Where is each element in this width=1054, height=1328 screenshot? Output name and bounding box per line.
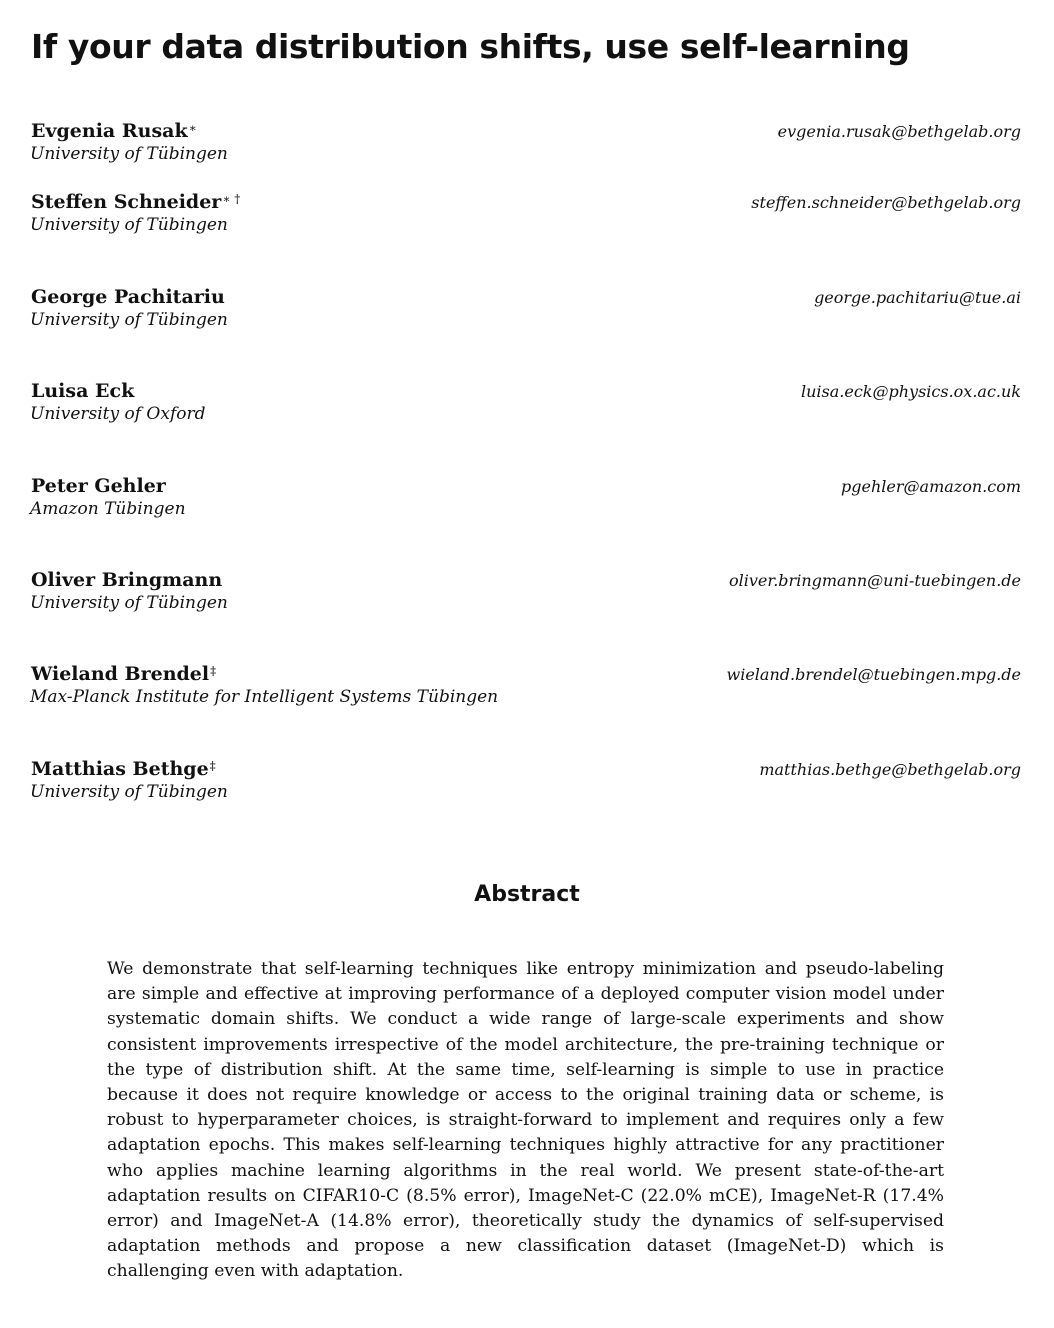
author-name: Steffen Schneider∗ † bbox=[31, 191, 241, 213]
author-block bbox=[31, 379, 1021, 431]
author-email[interactable]: matthias.bethge@bethgelab.org bbox=[759, 760, 1021, 779]
author-name: George Pachitariu bbox=[31, 286, 225, 308]
author-affiliation: University of Oxford bbox=[30, 404, 206, 424]
author-footnote-marks: ‡ bbox=[210, 664, 217, 678]
author-affiliation: University of Tübingen bbox=[30, 144, 228, 164]
author-name: Luisa Eck bbox=[31, 380, 135, 402]
author-footnote-marks: ‡ bbox=[209, 759, 216, 773]
author-affiliation: University of Tübingen bbox=[30, 593, 228, 613]
author-email[interactable]: oliver.bringmann@uni-tuebingen.de bbox=[728, 571, 1021, 590]
paper-title: If your data distribution shifts, use self-learning bbox=[31, 27, 910, 66]
abstract-heading: Abstract bbox=[474, 882, 580, 907]
author-affiliation: Max-Planck Institute for Intelligent Systems Tübingen bbox=[30, 687, 499, 707]
author-email[interactable]: luisa.eck@physics.ox.ac.uk bbox=[801, 382, 1021, 401]
author-affiliation: University of Tübingen bbox=[30, 215, 228, 235]
author-footnote-marks: ∗ † bbox=[222, 192, 241, 206]
author-block bbox=[31, 662, 1021, 714]
author-name: Evgenia Rusak∗ bbox=[31, 120, 197, 142]
author-name: Wieland Brendel‡ bbox=[31, 663, 217, 685]
author-block bbox=[31, 474, 1021, 526]
author-email[interactable]: pgehler@amazon.com bbox=[841, 477, 1021, 496]
author-email[interactable]: wieland.brendel@tuebingen.mpg.de bbox=[726, 665, 1021, 684]
author-email[interactable]: evgenia.rusak@bethgelab.org bbox=[777, 122, 1021, 141]
author-block bbox=[31, 190, 1021, 242]
author-block bbox=[31, 285, 1021, 337]
author-affiliation: Amazon Tübingen bbox=[30, 499, 186, 519]
author-name: Matthias Bethge‡ bbox=[31, 758, 216, 780]
author-affiliation: University of Tübingen bbox=[30, 310, 228, 330]
author-email[interactable]: steffen.schneider@bethgelab.org bbox=[751, 193, 1021, 212]
author-footnote-marks: ∗ bbox=[188, 121, 197, 135]
abstract-body: We demonstrate that self-learning techniques like entropy minimization and pseudo-labeling are simple and effective at improving performance of a deployed computer vision model under systematic domain shifts. We conduct a wide range of large-scale experiments and show consistent improvements irrespective of the model architecture, the pre-training technique or the type of distribution shift. At the same time, self-learning is simple to use in practice because it does not require knowledge or access to the original training data or scheme, is robust to hyperparameter choices, is straight-forward to implement and requires only a few adaptation epochs. This makes self-learning techniques highly attractive for any practitioner who applies machine learning algorithms in the real world. We present state-of-the-art adaptation results on CIFAR10-C (8.5% error), ImageNet-C (22.0% mCE), ImageNet-R (17.4% error) and ImageNet-A (14.8% error), theoretically study the dynamics of self-supervised adaptation methods and propose a new classification dataset (ImageNet-D) which is challenging even with adaptation. bbox=[107, 959, 944, 1282]
author-block bbox=[31, 757, 1021, 809]
author-affiliation: University of Tübingen bbox=[30, 782, 228, 802]
author-name: Peter Gehler bbox=[31, 475, 166, 497]
author-block bbox=[31, 119, 1021, 171]
author-block bbox=[31, 568, 1021, 620]
author-name: Oliver Bringmann bbox=[31, 569, 223, 591]
author-email[interactable]: george.pachitariu@tue.ai bbox=[814, 288, 1021, 307]
